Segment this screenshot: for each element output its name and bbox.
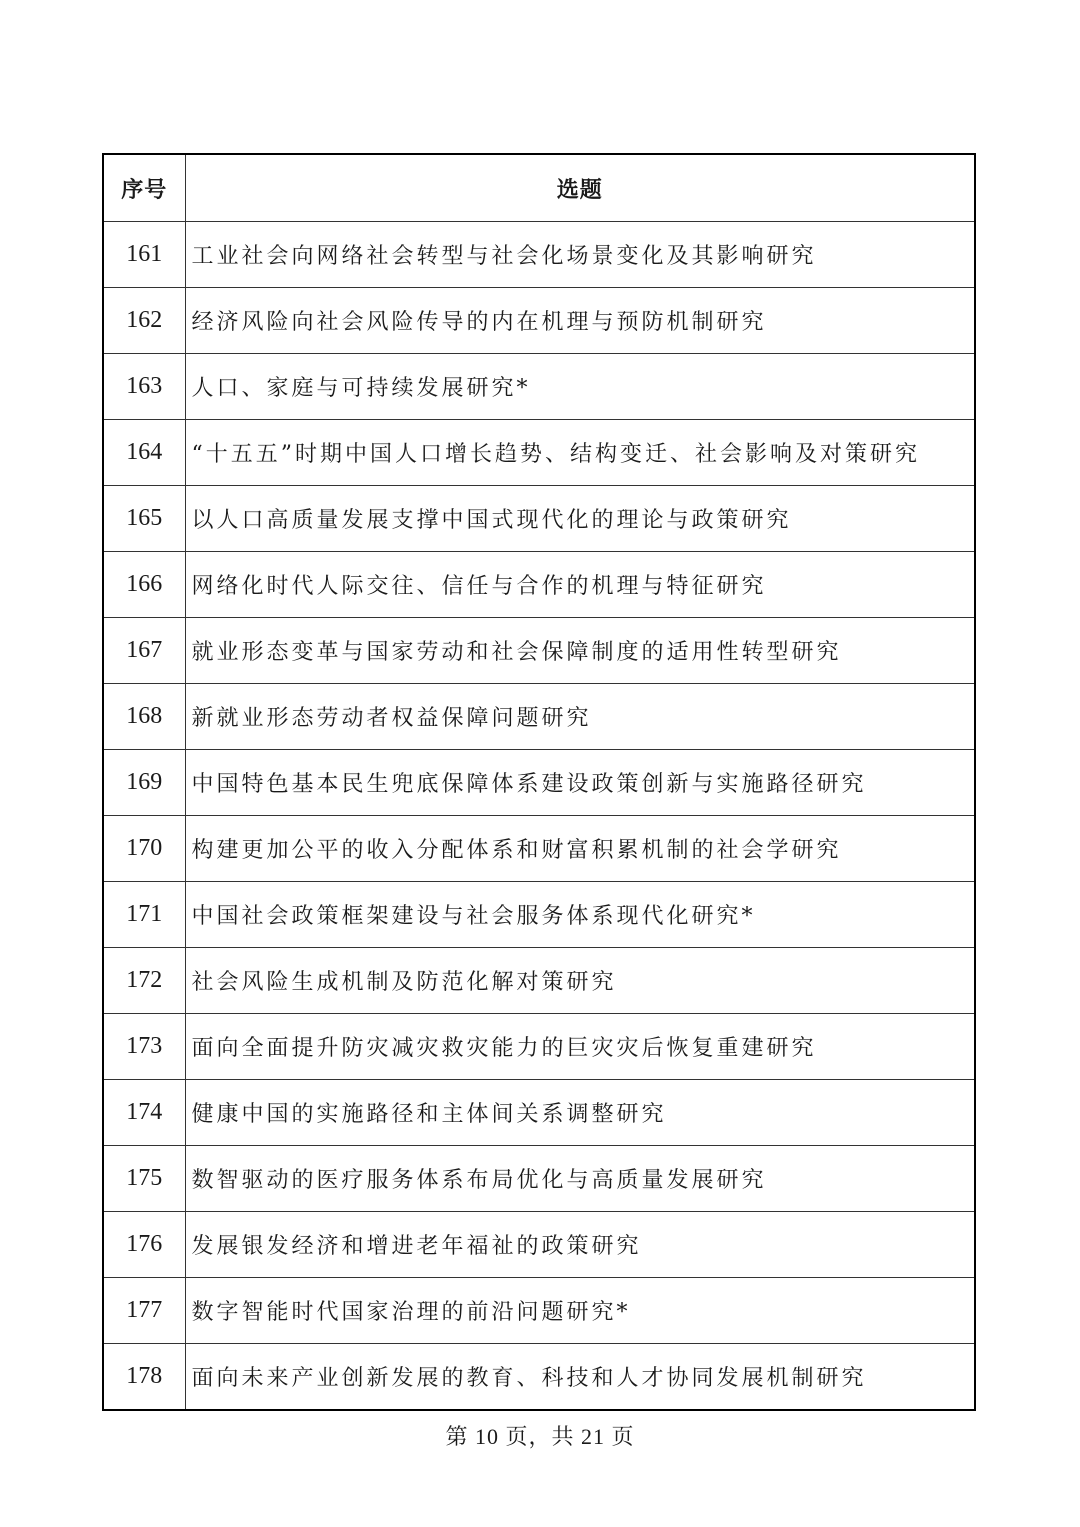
header-number: 序号: [103, 154, 185, 222]
table-row: [103, 1212, 975, 1278]
row-topic: 发展银发经济和增进老年福祉的政策研究: [185, 1212, 975, 1278]
row-number: 166: [103, 552, 185, 618]
row-number: 161: [103, 222, 185, 288]
row-topic: 就业形态变革与国家劳动和社会保障制度的适用性转型研究: [185, 618, 975, 684]
row-topic: 工业社会向网络社会转型与社会化场景变化及其影响研究: [185, 222, 975, 288]
table-row: [103, 222, 975, 288]
row-number: 171: [103, 882, 185, 948]
row-number: 169: [103, 750, 185, 816]
topics-table: [102, 153, 976, 1411]
row-number: 175: [103, 1146, 185, 1212]
row-number: 173: [103, 1014, 185, 1080]
table-row: [103, 750, 975, 816]
table-row: [103, 288, 975, 354]
row-number: 172: [103, 948, 185, 1014]
row-number: 176: [103, 1212, 185, 1278]
row-number: 177: [103, 1278, 185, 1344]
table-row: [103, 1146, 975, 1212]
row-topic: 以人口高质量发展支撑中国式现代化的理论与政策研究: [185, 486, 975, 552]
row-topic: 数智驱动的医疗服务体系布局优化与高质量发展研究: [185, 1146, 975, 1212]
table-row: [103, 486, 975, 552]
row-topic: 中国特色基本民生兜底保障体系建设政策创新与实施路径研究: [185, 750, 975, 816]
header-topic: 选题: [185, 154, 975, 222]
row-number: 170: [103, 816, 185, 882]
row-number: 163: [103, 354, 185, 420]
table-row: [103, 948, 975, 1014]
table-header-row: [103, 154, 975, 222]
row-topic: 社会风险生成机制及防范化解对策研究: [185, 948, 975, 1014]
row-number: 162: [103, 288, 185, 354]
row-topic: 新就业形态劳动者权益保障问题研究: [185, 684, 975, 750]
row-topic: 人口、家庭与可持续发展研究*: [185, 354, 975, 420]
row-number: 168: [103, 684, 185, 750]
table-row: [103, 618, 975, 684]
row-topic: 构建更加公平的收入分配体系和财富积累机制的社会学研究: [185, 816, 975, 882]
table-row: [103, 1278, 975, 1344]
page-number: 第 10 页，共 21 页: [445, 1424, 635, 1449]
table-row: [103, 354, 975, 420]
table-row: [103, 1014, 975, 1080]
row-number: 178: [103, 1344, 185, 1411]
row-number: 167: [103, 618, 185, 684]
table-row: [103, 816, 975, 882]
table-row: [103, 552, 975, 618]
row-topic: 经济风险向社会风险传导的内在机理与预防机制研究: [185, 288, 975, 354]
row-topic: 数字智能时代国家治理的前沿问题研究*: [185, 1278, 975, 1344]
row-topic: 面向全面提升防灾减灾救灾能力的巨灾灾后恢复重建研究: [185, 1014, 975, 1080]
row-number: 174: [103, 1080, 185, 1146]
table-row: [103, 420, 975, 486]
row-number: 165: [103, 486, 185, 552]
row-topic: 网络化时代人际交往、信任与合作的机理与特征研究: [185, 552, 975, 618]
table-row: [103, 882, 975, 948]
row-topic: 健康中国的实施路径和主体间关系调整研究: [185, 1080, 975, 1146]
table-row: [103, 684, 975, 750]
table-row: [103, 1080, 975, 1146]
row-number: 164: [103, 420, 185, 486]
row-topic: “十五五”时期中国人口增长趋势、结构变迁、社会影响及对策研究: [185, 420, 975, 486]
table-row: [103, 1344, 975, 1411]
row-topic: 面向未来产业创新发展的教育、科技和人才协同发展机制研究: [185, 1344, 975, 1411]
row-topic: 中国社会政策框架建设与社会服务体系现代化研究*: [185, 882, 975, 948]
